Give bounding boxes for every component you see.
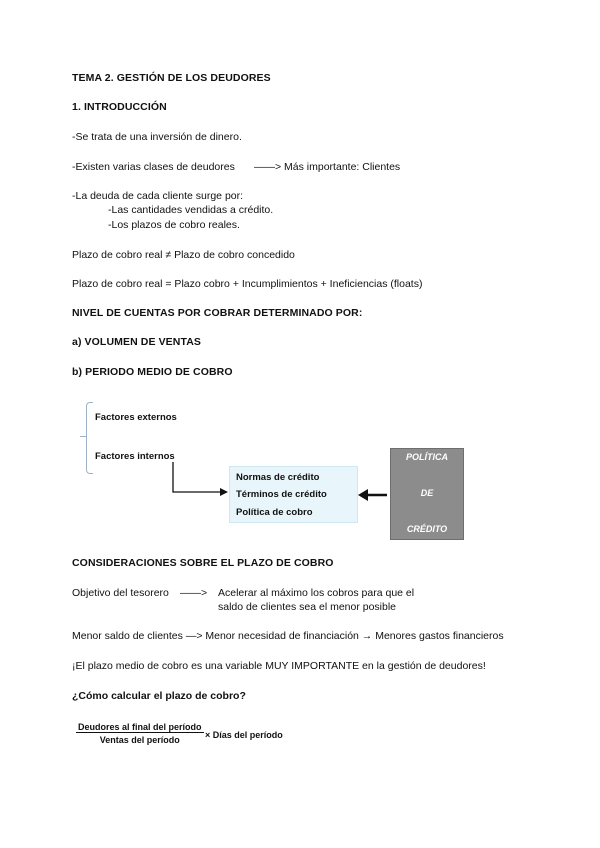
factores-internos-label: Factores internos xyxy=(95,451,175,462)
formula-denominator: Ventas del período xyxy=(76,732,204,745)
text-line-deuda-2: -Los plazos de cobro reales. xyxy=(108,219,240,231)
importante-line: ¡El plazo medio de cobro es una variable MUY IMPORTANTE en la gestión de deudores! xyxy=(72,660,486,672)
politica-credito-box xyxy=(390,448,464,540)
text-line-plazo-eq: Plazo de cobro real = Plazo cobro + Incumplimientos + Ineficiencias (floats) xyxy=(72,278,423,290)
politica-box-line-2: DE xyxy=(420,488,434,498)
terminos-credito-label: Términos de crédito xyxy=(236,489,327,500)
section-heading-introduccion: 1. INTRODUCCIÓN xyxy=(72,101,167,113)
item-a-heading: a) VOLUMEN DE VENTAS xyxy=(72,336,201,348)
objetivo-label: Objetivo del tesorero xyxy=(72,587,169,599)
objetivo-line-1: Acelerar al máximo los cobros para que el xyxy=(218,587,415,599)
text-line-clases: -Existen varias clases de deudores xyxy=(72,161,235,173)
menor-saldo-line: Menor saldo de clientes —> Menor necesidad de financiación → Menores gastos financieros xyxy=(72,630,504,642)
item-b-heading: b) PERIODO MEDIO DE COBRO xyxy=(72,366,233,378)
factores-internos-box xyxy=(229,466,358,523)
factores-brace-tick xyxy=(80,436,87,437)
factores-externos-label: Factores externos xyxy=(95,412,177,423)
left-arrow-icon xyxy=(357,486,389,504)
formula-numerator: Deudores al final del período xyxy=(78,722,202,732)
consideraciones-heading: CONSIDERACIONES SOBRE EL PLAZO DE COBRO xyxy=(72,557,334,569)
text-line-deuda: -La deuda de cada cliente surge por: xyxy=(72,190,244,202)
text-line-inversion: -Se trata de una inversión de dinero. xyxy=(72,131,242,143)
nivel-heading: NIVEL DE CUENTAS POR COBRAR DETERMINADO POR: xyxy=(72,307,363,319)
connector-arrow-icon xyxy=(168,462,232,502)
formula-fraction xyxy=(76,722,204,745)
objetivo-line-2: saldo de clientes sea el menor posible xyxy=(218,601,397,613)
text-line-deuda-1: -Las cantidades vendidas a crédito. xyxy=(108,204,274,216)
politica-box-line-1: POLÍTICA xyxy=(406,452,448,462)
pregunta-heading: ¿Cómo calcular el plazo de cobro? xyxy=(72,690,246,702)
politica-cobro-label: Política de cobro xyxy=(236,507,313,518)
text-line-plazo-neq: Plazo de cobro real ≠ Plazo de cobro concedido xyxy=(72,249,295,261)
formula-multiplier: × Días del período xyxy=(205,730,283,740)
normas-credito-label: Normas de crédito xyxy=(236,472,320,483)
politica-box-line-3: CRÉDITO xyxy=(406,524,448,534)
factores-brace xyxy=(86,402,93,474)
document-title: TEMA 2. GESTIÓN DE LOS DEUDORES xyxy=(72,72,271,84)
text-line-clases-arrow: ——> Más importante: Clientes xyxy=(254,161,401,173)
objetivo-arrow: ——> xyxy=(180,587,208,599)
